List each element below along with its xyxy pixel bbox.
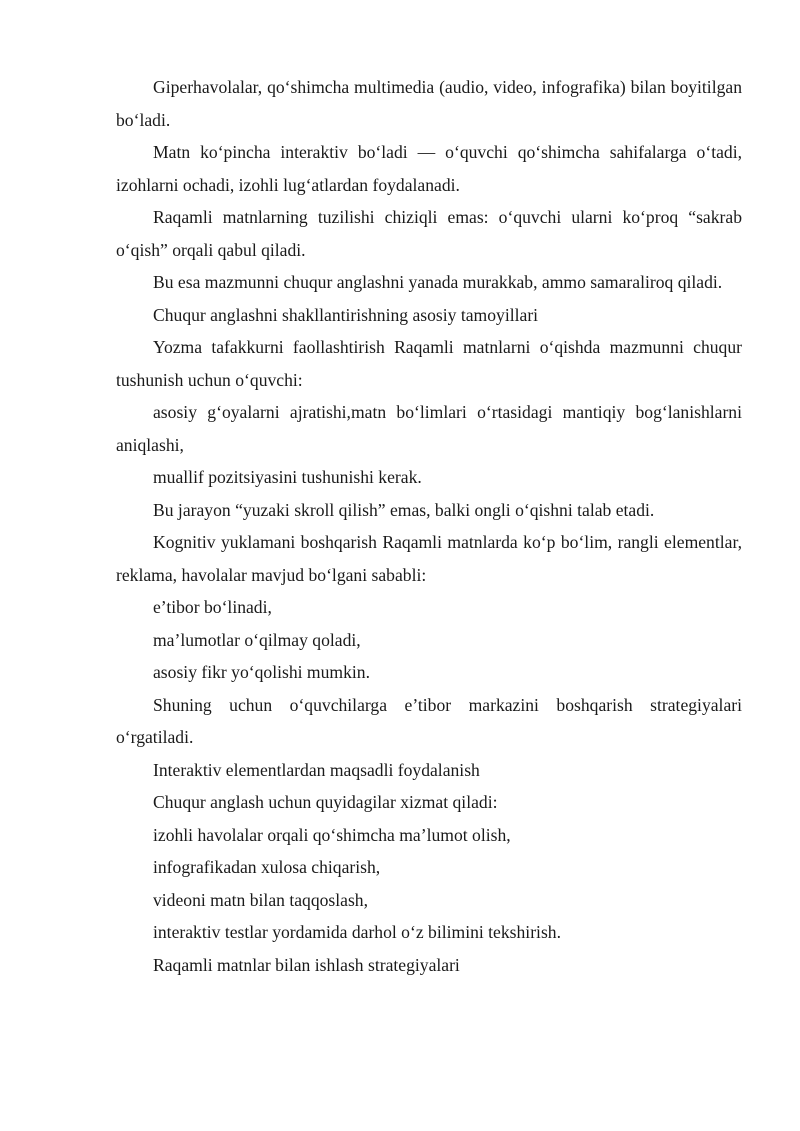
paragraph-attention-strategies: Shuning uchun o‘quvchilarga e’tibor markazini boshqarish strategiyalari o‘rgatiladi.: [116, 694, 742, 747]
paragraph-conscious-reading: Bu jarayon “yuzaki skroll qilish” emas, balki ongli o‘qishni talab etadi.: [153, 499, 655, 520]
paragraph-nonlinear-structure: Raqamli matnlarning tuzilishi chiziqli emas: o‘quvchi ularni ko‘proq “sakrab o‘qish” orqali qabul qiladi.: [116, 207, 742, 260]
section-heading-interactive-elements: Interaktiv elementlardan maqsadli foydalanish: [153, 759, 480, 780]
list-item-interactive-tests: interaktiv testlar yordamida darhol o‘z bilimini tekshirish.: [153, 922, 561, 942]
paragraph-deep-understanding: Chuqur anglash uchun quyidagilar xizmat qiladi:: [153, 792, 498, 812]
list-item-info-unread: ma’lumotlar o‘qilmay qoladi,: [153, 629, 361, 650]
list-item-main-idea-lost: asosiy fikr yo‘qolishi mumkin.: [153, 662, 370, 682]
document-page: [116, 71, 742, 981]
paragraph-complexity: Bu esa mazmunni chuqur anglashni yanada murakkab, ammo samaraliroq qiladi.: [153, 272, 723, 292]
list-item-attention-divided: e’tibor bo‘linadi,: [153, 597, 272, 617]
list-item-annotated-links: izohli havolalar orqali qo‘shimcha ma’lumot olish,: [153, 824, 511, 845]
paragraph-written-thinking: Yozma tafakkurni faollashtirish Raqamli matnlarni o‘qishda mazmunni chuqur tushunish uchun o‘quvchi:: [116, 337, 742, 390]
list-item-video-comparison: videoni matn bilan taqqoslash,: [153, 889, 368, 910]
list-item-main-ideas: asosiy g‘oyalarni ajratishi,matn bo‘limlari o‘rtasidagi mantiqiy bog‘lanishlarni aniqlashi,: [116, 402, 742, 455]
paragraph-cognitive-load: Kognitiv yuklamani boshqarish Raqamli matnlarda ko‘p bo‘lim, rangli elementlar, reklama, havolalar mavjud bo‘lgani sababli:: [116, 532, 742, 585]
list-item-author-position: muallif pozitsiyasini tushunishi kerak.: [153, 467, 422, 487]
section-heading-strategies: Raqamli matnlar bilan ishlash strategiyalari: [153, 954, 460, 975]
paragraph-multimedia: Giperhavolalar, qo‘shimcha multimedia (audio, video, infografika) bilan boyitilgan bo‘ladi.: [116, 77, 742, 130]
section-heading-principles: Chuqur anglashni shakllantirishning asosiy tamoyillari: [153, 304, 539, 325]
list-item-infographic-conclusions: infografikadan xulosa chiqarish,: [153, 857, 381, 877]
paragraph-interactive-text: Matn ko‘pincha interaktiv bo‘ladi — o‘quvchi qo‘shimcha sahifalarga o‘tadi, izohlarni ochadi, izohli lug‘atlardan foydalanadi.: [116, 142, 742, 195]
